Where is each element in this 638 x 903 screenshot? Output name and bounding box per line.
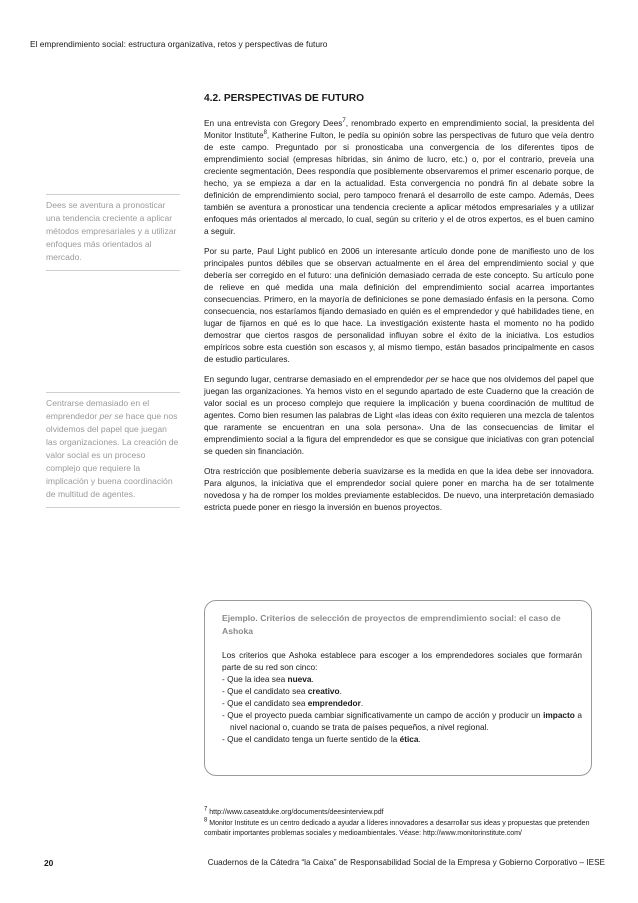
footnote-link[interactable]: http://www.caseatduke.org/documents/deesinterview.pdf (207, 809, 384, 816)
footnote-ref-8[interactable]: 8 (263, 130, 267, 137)
footnote-ref-7[interactable]: 7 (342, 118, 346, 125)
sidenote-organizaciones (46, 392, 180, 508)
criterion-text: - Que el proyecto pueda cambiar significativamente un campo de acción y producir un (222, 710, 544, 720)
criterion-keyword: impacto (543, 710, 575, 720)
p3-text-a: En segundo lugar, centrarse demasiado en el emprendedor (204, 374, 426, 384)
example-body (222, 649, 582, 745)
criterion-keyword: ética (399, 734, 419, 744)
main-body (204, 117, 594, 521)
footnotes (204, 808, 594, 840)
example-title: Ejemplo. Criterios de selección de proyectos de emprendimiento social: el caso de Ashoka (222, 613, 561, 636)
example-intro: Los criterios que Ashoka establece para escoger a los emprendedores sociales que formarán parte de su red son cinco: (222, 650, 582, 672)
criterion-text: - Que la idea sea (222, 674, 288, 684)
criterion-text: a nivel nacional o, cuando se trata de países pequeños, a nivel regional. (230, 710, 582, 732)
sidenote-italic: per se (99, 411, 124, 421)
footnote-text: Monitor Institute es un centro dedicado a ayudar a líderes innovadores a desarrollar sus ideas y propuestas que pretenden combatir importantes problemas sociales y medioambientales. Véase: http://www.monitorinstitute.com/ (204, 819, 590, 837)
criterion-text: - Que el candidato tenga un fuerte sentido de la (222, 734, 400, 744)
criterion-text: . (339, 686, 342, 696)
criterion-keyword: creativo (307, 686, 340, 696)
sidenote-text-b: hace que nos olvidemos del papel que juegan las organizaciones. La creación de valor social es un proceso complejo que requiere la implicación y buena coordinación de multitud de agentes. (46, 411, 179, 499)
running-header: El emprendimiento social: estructura organizativa, retos y perspectivas de futuro (30, 39, 328, 49)
sidenote-organizaciones-text (46, 397, 180, 508)
sidenote-dees-text: Dees se aventura a pronosticar una tendencia creciente a aplicar métodos empresariales y a utilizar enfoques más orientados al mercado. (46, 199, 180, 271)
criterion-item (222, 733, 582, 745)
criterion-item (222, 709, 582, 733)
p1-text-b: , renombrado experto en emprendimiento social, la presidenta del Monitor Institute (204, 118, 594, 140)
paragraph-4: Otra restricción que posiblemente debería suavizarse es la medida en que la idea debe ser innovadora. Para algunos, la iniciativa que el emprendedor social quiere poner en marcha ha de ser totalmente novedosa y ha de romper los moldes previamente establecidos. De nuevo, una interpretación demasiado estricta puede poner en riesgo la inversión en buenos proyectos. (204, 466, 594, 512)
criterion-keyword: nueva (287, 674, 312, 684)
criterion-text: - Que el candidato sea (222, 698, 308, 708)
sidenote-text-a: Centrarse demasiado en el emprendedor (46, 398, 150, 421)
p3-text-b: hace que nos olvidemos del papel que juegan las organizaciones. Ya hemos visto en el segundo apartado de este Cuaderno que la creación de valor social es un proceso complejo que requiere la implicación y buena coordinación de multitud de agentes. Como bien resumen las palabras de Light «las ideas con éxito requieren una mezcla de talentos que raramente se encuentran en una sola persona». Una de las consecuencias de limitar el emprendimiento social a la figura del emprendedor es que se consigue que iniciativas con gran potencial se queden sin financiación. (204, 374, 595, 456)
criterion-text: . (418, 734, 421, 744)
criterion-item (222, 697, 582, 709)
paragraph-2: Por su parte, Paul Light publicó en 2006 un interesante artículo donde pone de manifiesto uno de los principales puntos débiles que se observan actualmente en el área del emprendimiento social y que debería ser corregido en el futuro: una definición demasiado cerrada de este concepto. Su artículo pone de relieve en qué medida una mala definición del emprendimiento social acarrea importantes consecuencias. Primero, en la mayoría de definiciones se pone demasiado énfasis en la persona. Como consecuencia, nos estaríamos fijando demasiado en quién es el emprendedor y qué habilidades tiene, en lugar de fijarnos en qué es lo que hace. La investigación existente hasta el momento no ha podido demostrar que ciertos rasgos de personalidad influyan sobre el éxito de la iniciativa. Los estudios empíricos sobre esta cuestión son escasos y, al mismo tiempo, están basados principalmente en casos de estudio particulares. (204, 246, 594, 364)
criterion-text: - Que el candidato sea (222, 686, 308, 696)
criterion-item (222, 685, 582, 697)
criterion-item (222, 673, 582, 685)
paragraph-1 (204, 117, 594, 237)
footnote-number: 8 (204, 817, 208, 824)
page-number: 20 (44, 858, 54, 868)
criterion-text: . (311, 674, 314, 684)
p1-text-a: En una entrevista con Gregory Dees (204, 118, 343, 128)
footnote-7 (204, 808, 594, 819)
publication-footer: Cuadernos de la Cátedra “la Caixa” de Responsabilidad Social de la Empresa y Gobierno Corporativo – IESE (207, 858, 605, 867)
paragraph-3 (204, 373, 594, 457)
criterion-text: . (360, 698, 364, 708)
p3-italic: per se (425, 374, 450, 384)
footnote-8 (204, 819, 594, 840)
footnote-number: 7 (204, 806, 208, 813)
sidenote-dees (46, 194, 180, 271)
section-title: 4.2. PERSPECTIVAS DE FUTURO (204, 93, 365, 104)
p1-text-c: , Katherine Fulton, le pedía su opinión sobre las perspectivas de futuro que veía dentro de este campo. Preguntado por si pronosticaba una convergencia de los diferentes tipos de emprendimiento social (empresas híbridas, sin ánimo de lucro, etc.) o, por el contrario, preveía una creciente segmentación, Dees respondía que posiblemente observaremos el primer escenario porque, de hecho, ya se empieza a dar en la actualidad. Esta convergencia no pondrá fin al debate sobre la definición de emprendimiento social, pero tampoco frenará el desarrollo de este campo. Además, Dees también se aventura a pronosticar una tendencia creciente a aplicar métodos empresariales y a utilizar enfoques más orientados al mercado, lo cual, según su criterio y el de otros expertos, es el buen camino a seguir. (204, 130, 594, 236)
criterion-keyword: emprendedor (307, 698, 361, 708)
